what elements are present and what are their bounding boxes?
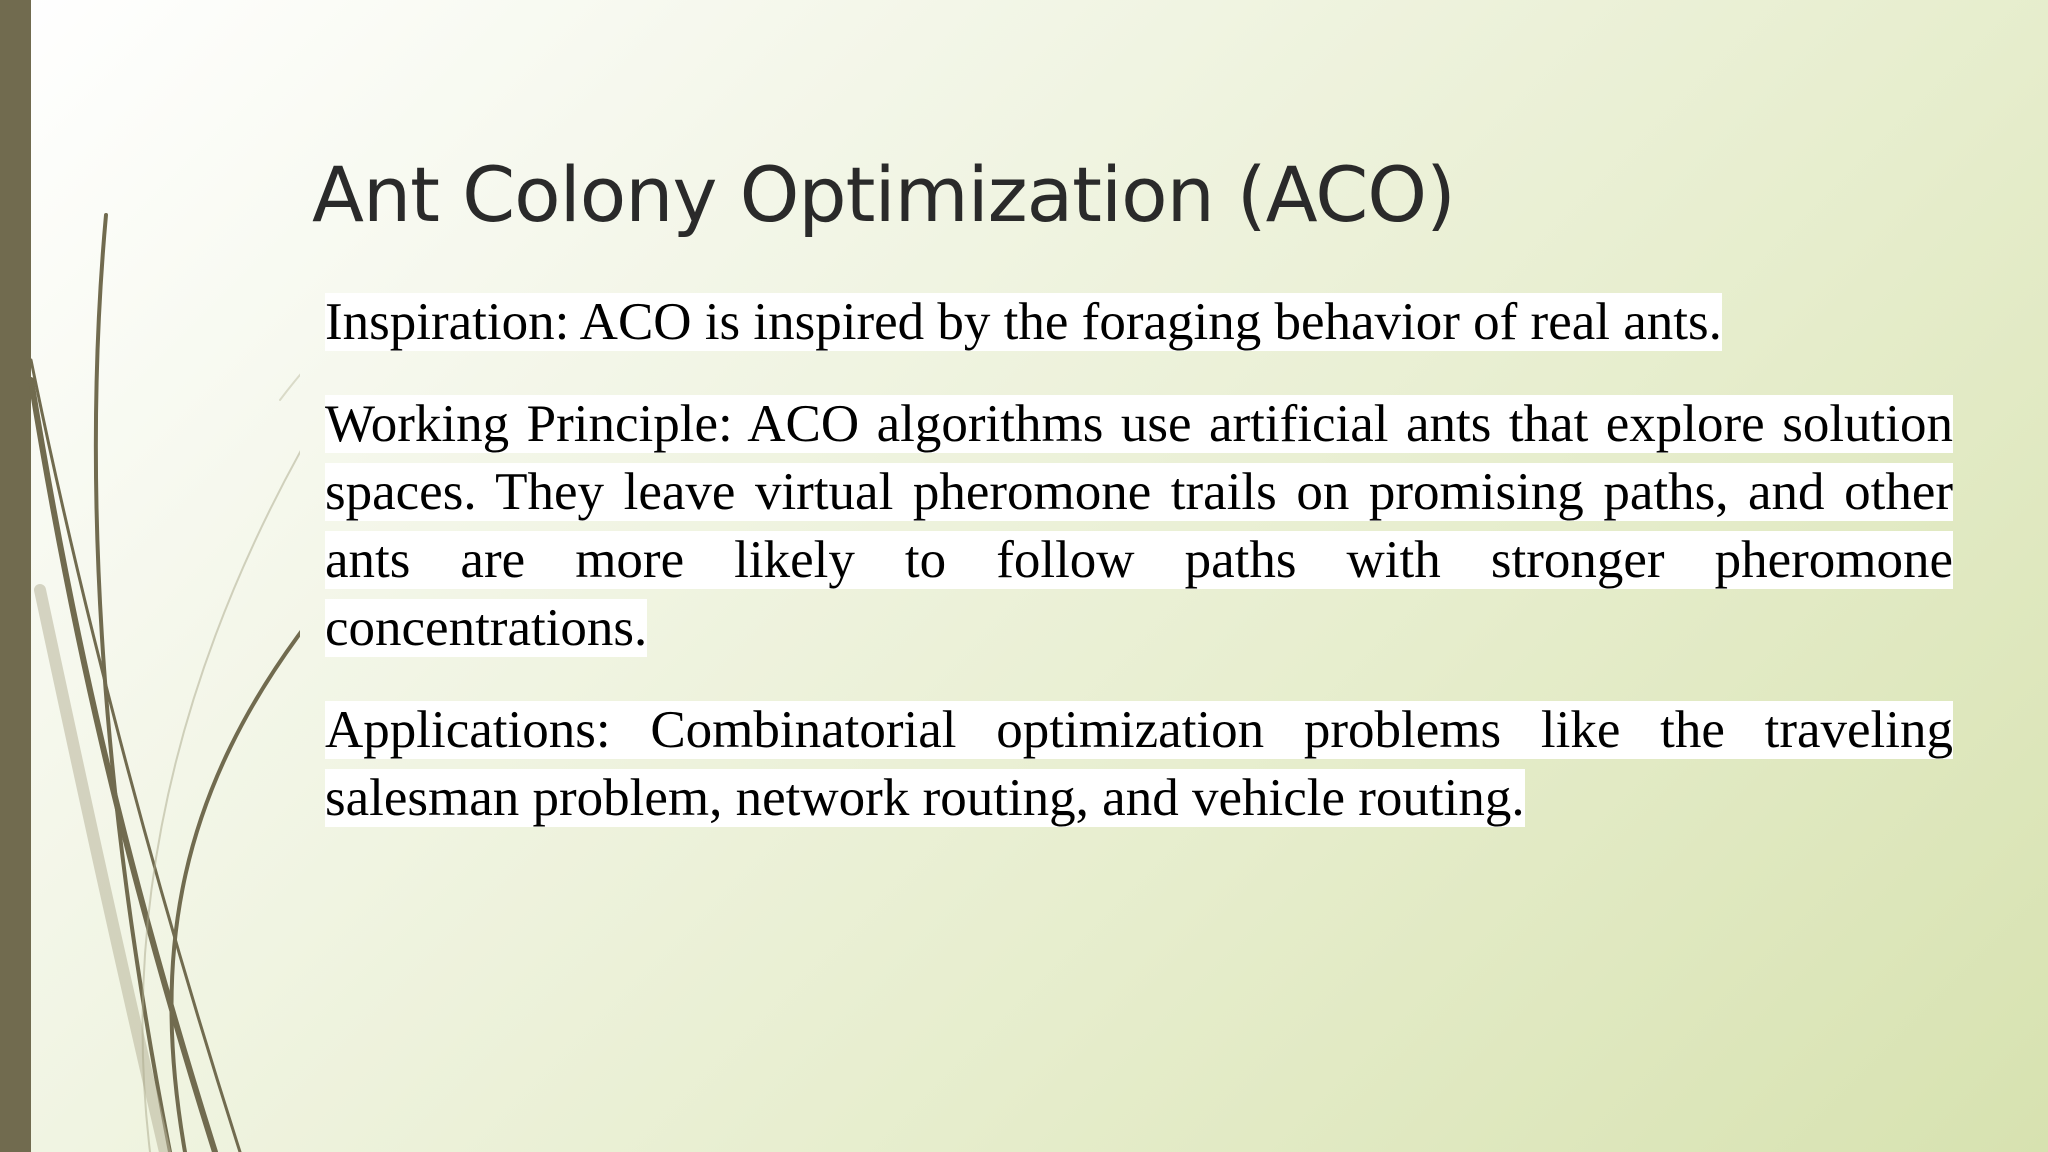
paragraph-working-principle — [325, 390, 1953, 662]
paragraph-applications-text: Applications: Combinatorial optimization problems like the traveling salesman problem, network routing, and vehicle routing. — [325, 701, 1953, 827]
slide-body — [325, 288, 1953, 866]
paragraph-inspiration — [325, 288, 1953, 356]
paragraph-applications — [325, 696, 1953, 832]
paragraph-working-principle-text: Working Principle: ACO algorithms use artificial ants that explore solution spaces. They leave virtual pheromone trails on promising paths, and other ants are more likely to follow paths with stronger pheromone concentrations. — [325, 395, 1953, 657]
paragraph-inspiration-text: Inspiration: ACO is inspired by the foraging behavior of real ants. — [325, 293, 1722, 351]
slide-title: Ant Colony Optimization (ACO) — [312, 150, 1455, 239]
grass-blades-icon — [0, 0, 300, 1152]
